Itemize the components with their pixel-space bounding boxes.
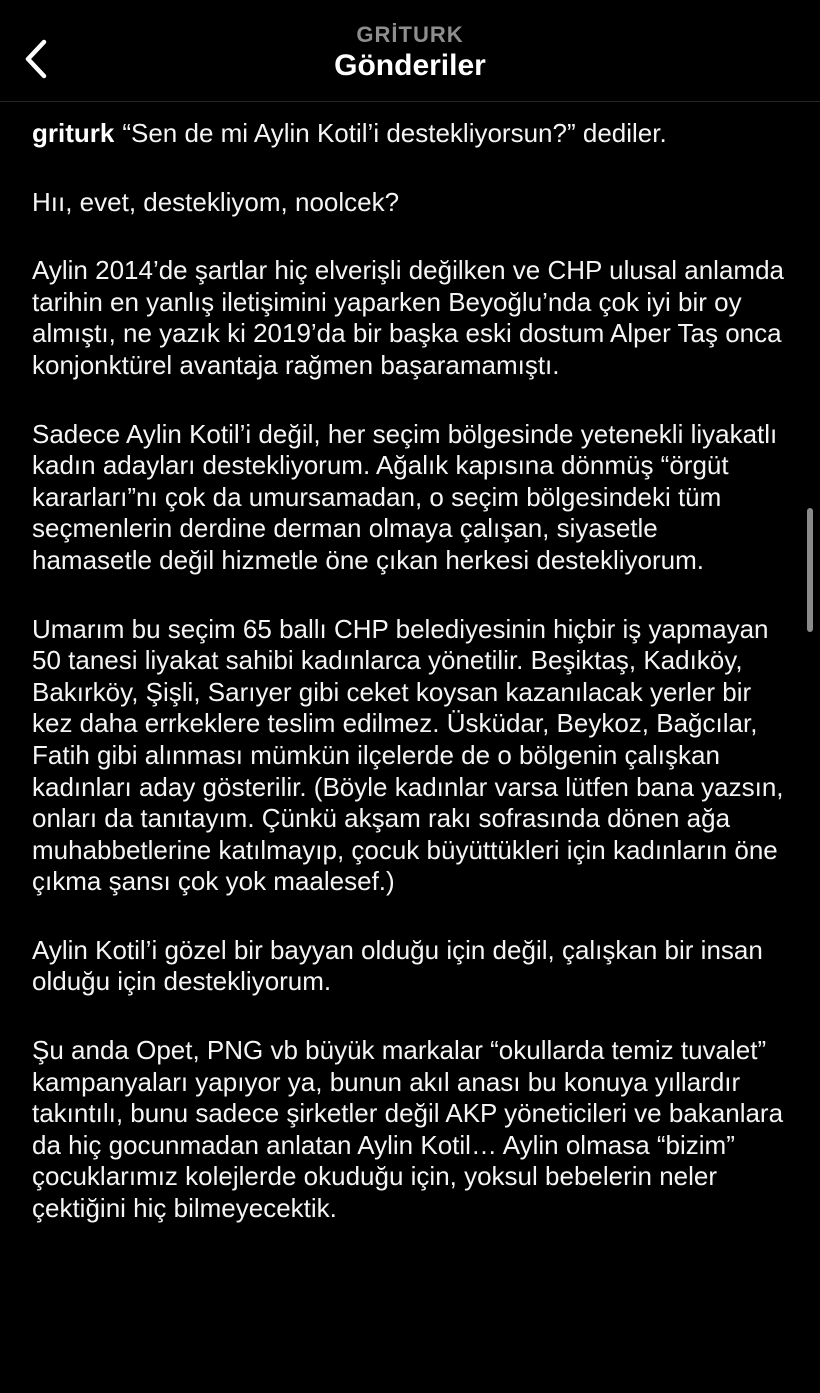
caption-paragraph: Aylin Kotil’i gözel bir bayyan olduğu için değil, çalışkan bir insan olduğu için destekliyorum. bbox=[32, 934, 763, 997]
caption-paragraph bbox=[32, 118, 784, 150]
page-title: Gönderiler bbox=[334, 49, 486, 82]
caption-paragraph: Umarım bu seçim 65 ballı CHP belediyesinin hiçbir iş yapmayan 50 tanesi liyakat sahibi kadınlarca yönetilir. Beşiktaş, Kadıköy, Bakırköy, Şişli, Sarıyer gibi ceket koysan kazanılacak yerler bir kez daha errkeklere teslim edilmez. Üsküdar, Beykoz, Bağcılar, Fatih gibi alınması mümkün ilçelerde de o bölgenin çalışkan kadınları aday gösterilir. (Böyle kadınlar varsa lütfen bana yazsın, onları da tanıtayım. Çünkü akşam rakı sofrasında dönen ağa muhabbetlerine katılmayıp, çocuk büyüttükleri için kadınların öne çıkma şansı çok yok maalesef.) bbox=[32, 613, 784, 897]
post-caption bbox=[32, 118, 784, 1225]
caption-paragraph: Aylin 2014’de şartlar hiç elverişli değilken ve CHP ulusal anlamda tarihin en yanlış iletişimini yaparken Beyoğlu’nda çok iyi bir oy almıştı, ne yazık ki 2019’da bir başka eski dostum Alper Taş onca konjonktürel avantaja rağmen başaramamıştı. bbox=[32, 255, 784, 380]
username-link[interactable]: griturk bbox=[32, 118, 115, 148]
caption-paragraph: Hıı, evet, destekliyom, noolcek? bbox=[32, 186, 400, 217]
caption-paragraph: Sadece Aylin Kotil’i değil, her seçim bölgesinde yetenekli liyakatlı kadın adayları destekliyorum. Ağalık kapısına dönmüş “örgüt kararları”nı çok da umursamadan, o seçim bölgesindeki tüm seçmenlerin derdine derman olmaya çalışan, siyasetle hamasetle değil hizmetle öne çıkan herkesi destekliyorum. bbox=[32, 418, 778, 575]
top-navigation-bar bbox=[0, 0, 820, 102]
scrollbar-thumb[interactable] bbox=[807, 508, 813, 632]
caption-paragraph: Şu anda Opet, PNG vb büyük markalar “okullarda temiz tuvalet” kampanyaları yapıyor ya, bunun akıl anası bu konuya yıllardır takıntılı, bunu sadece şirketler değil AKP yöneticileri ve bakanlara da hiç gocunmadan anlatan Aylin Kotil… Aylin olmasa “bizim” çocuklarımız kolejlerde okuduğu için, yoksul bebelerin neler çektiğini hiç bilmeyecektik. bbox=[32, 1035, 784, 1224]
caption-text: “Sen de mi Aylin Kotil’i destekliyorsun?” dediler. bbox=[122, 118, 667, 148]
account-name: GRİTURK bbox=[356, 22, 464, 47]
